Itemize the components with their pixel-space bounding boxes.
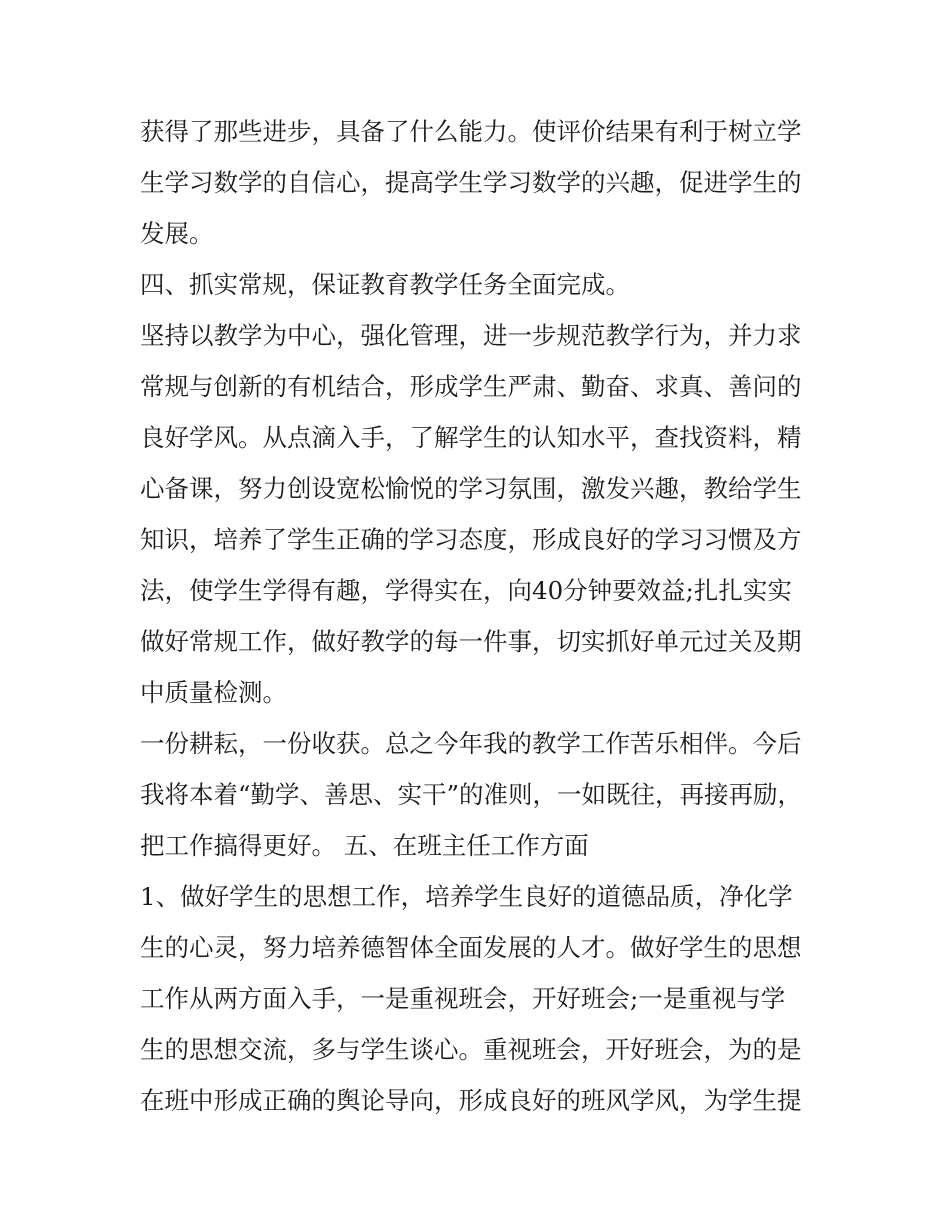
text-line: 生的心灵，努力培养德智体全面发展的人才。做好学生的思想 [140,933,802,962]
document-body [140,106,820,1126]
section-heading: 四、抓实常规，保证教育教学任务全面完成。 [140,270,630,299]
text-line: 中质量检测。 [140,678,287,707]
text-line: 一份耕耘，一份收获。总之今年我的教学工作苦乐相伴。今后 [140,729,802,758]
text-line: 1、做好学生的思想工作，培养学生良好的道德品质，净化学 [140,882,793,911]
text-line: 良好学风。从点滴入手，了解学生的认知水平，查找资料，精 [140,423,802,452]
text-line: 获得了那些进步，具备了什么能力。使评价结果有利于树立学 [140,117,802,146]
text-line: 法，使学生学得有趣，学得实在，向40分钟要效益;扎扎实实 [140,576,792,605]
text-line: 生学习数学的自信心，提高学生学习数学的兴趣，促进学生的 [140,168,802,197]
text-line: 做好常规工作，做好教学的每一件事，切实抓好单元过关及期 [140,627,802,656]
text-line: 发展。 [140,219,214,248]
text-line: 心备课，努力创设宽松愉悦的学习氛围，激发兴趣，教给学生 [140,474,802,503]
text-line: 坚持以教学为中心，强化管理，进一步规范教学行为，并力求 [140,321,802,350]
text-line: 常规与创新的有机结合，形成学生严肃、勤奋、求真、善问的 [140,372,802,401]
text-line: 生的思想交流，多与学生谈心。重视班会，开好班会，为的是 [140,1035,802,1064]
text-line: 知识，培养了学生正确的学习态度，形成良好的学习习惯及方 [140,525,802,554]
text-line: 我将本着“勤学、善思、实干”的准则，一如既往，再接再励， [140,780,803,809]
text-line: 在班中形成正确的舆论导向，形成良好的班风学风，为学生提 [140,1086,802,1115]
text-line: 把工作搞得更好。 五、在班主任工作方面 [140,831,589,860]
text-line: 工作从两方面入手，一是重视班会，开好班会;一是重视与学 [140,984,786,1013]
